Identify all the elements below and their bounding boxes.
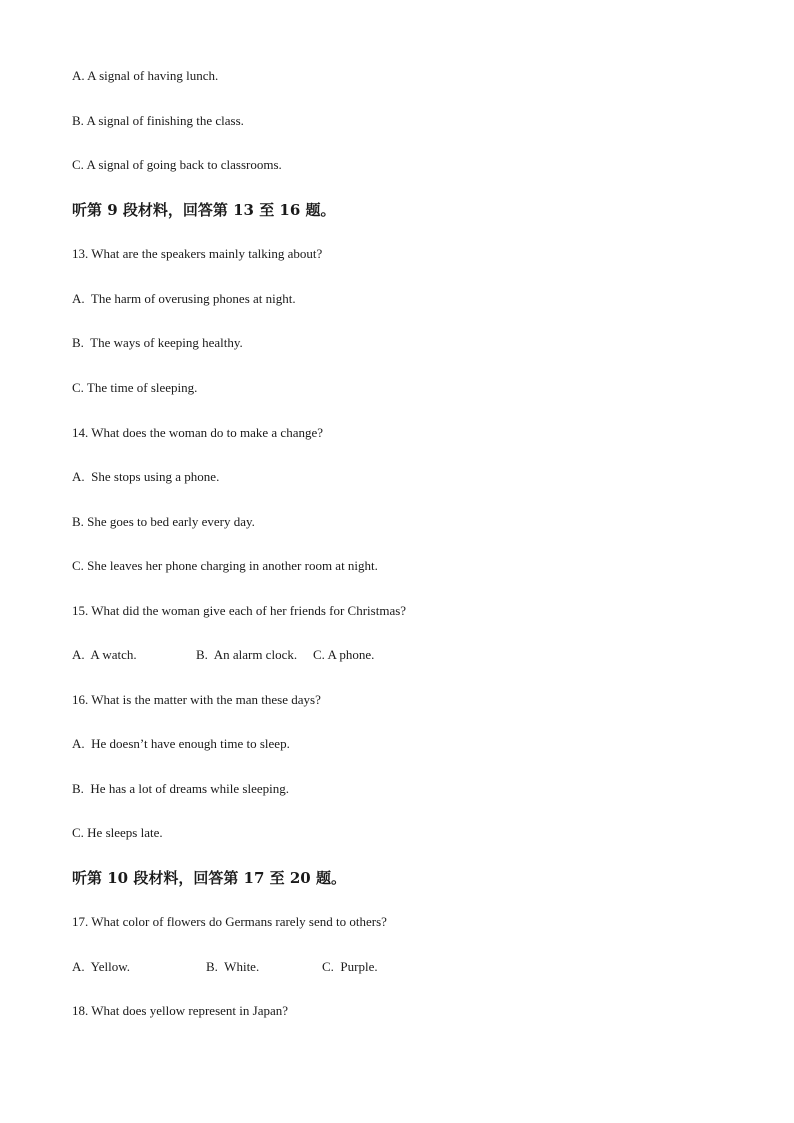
- q12-option-b: B. A signal of finishing the class.: [72, 113, 244, 128]
- q17-option-c: C. Purple.: [322, 959, 378, 974]
- q14-option-c: C. She leaves her phone charging in another room at night.: [72, 558, 378, 573]
- q16-option-a: A. He doesn’t have enough time to sleep.: [72, 736, 290, 751]
- q15-question: 15. What did the woman give each of her friends for Christmas?: [72, 603, 407, 618]
- q14-option-b: B. She goes to bed early every day.: [72, 514, 255, 529]
- q12-option-c: C. A signal of going back to classrooms.: [72, 157, 282, 172]
- q13-option-c: C. The time of sleeping.: [72, 380, 198, 395]
- q13-option-b: B. The ways of keeping healthy.: [72, 335, 243, 350]
- q15-option-a: A. A watch.: [72, 647, 137, 662]
- section-9-heading: 听第 9 段材料，回答第 13 至 16 题。: [72, 201, 336, 219]
- q13-option-a: A. The harm of overusing phones at night.: [72, 291, 296, 306]
- q14-question: 14. What does the woman do to make a change?: [72, 425, 324, 440]
- q12-option-a: A. A signal of having lunch.: [72, 68, 219, 83]
- q16-question: 16. What is the matter with the man these days?: [72, 692, 321, 707]
- q16-option-c: C. He sleeps late.: [72, 825, 163, 840]
- q15-option-b: B. An alarm clock.: [196, 647, 298, 662]
- q15-option-c: C. A phone.: [313, 647, 375, 662]
- q17-question: 17. What color of flowers do Germans rarely send to others?: [72, 914, 387, 929]
- q18-question: 18. What does yellow represent in Japan?: [72, 1003, 288, 1018]
- q16-option-b: B. He has a lot of dreams while sleeping.: [72, 781, 289, 796]
- q17-option-b: B. White.: [206, 959, 260, 974]
- q17-option-a: A. Yellow.: [72, 959, 131, 974]
- section-10-heading: 听第 10 段材料，回答第 17 至 20 题。: [72, 869, 346, 887]
- q13-question: 13. What are the speakers mainly talking about?: [72, 246, 323, 261]
- q14-option-a: A. She stops using a phone.: [72, 469, 220, 484]
